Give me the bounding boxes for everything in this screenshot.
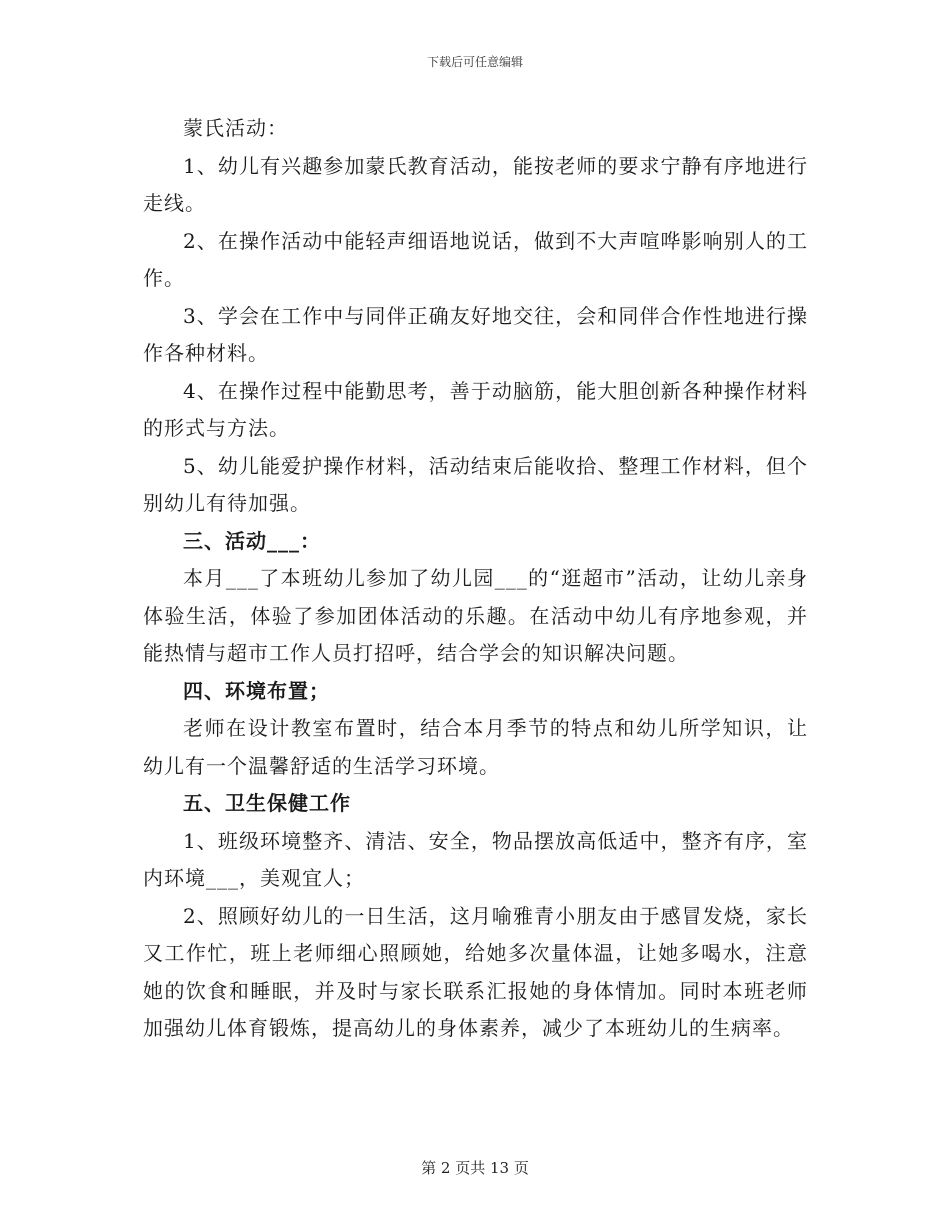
section-heading-environment: 四、环境布置； [183, 678, 330, 703]
section-heading-health: 五、卫生保健工作 [183, 791, 351, 815]
paragraph-montessori-1: 1、幼儿有兴趣参加蒙氏教育活动，能按老师的要求宁静有序地进行走线。 [143, 153, 808, 215]
paragraph-montessori-5: 5、幼儿能爱护操作材料，活动结束后能收拾、整理工作材料，但个别幼儿有待加强。 [143, 453, 808, 515]
paragraph-montessori-title: 蒙氏活动： [183, 116, 288, 140]
paragraph-montessori-2: 2、在操作活动中能轻声细语地说话，做到不大声喧哗影响别人的工作。 [143, 228, 808, 290]
paragraph-activity: 本月___了本班幼儿参加了幼儿园___的“逛超市”活动，让幼儿亲身体验生活，体验了参加团体活动的乐趣。在活动中幼儿有序地参观，并能热情与超市工作人员打招呼，结合学会的知识解决问题。 [143, 566, 808, 665]
section-heading-activity: 三、活动___： [183, 528, 321, 553]
paragraph-montessori-3: 3、学会在工作中与同伴正确友好地交往，会和同伴合作性地进行操作各种材料。 [143, 303, 808, 365]
paragraph-environment: 老师在设计教室布置时，结合本月季节的特点和幼儿所学知识，让幼儿有一个温馨舒适的生活学习环境。 [143, 716, 808, 778]
paragraph-health-1: 1、班级环境整齐、清洁、安全，物品摆放高低适中，整齐有序，室内环境___，美观宜人； [143, 828, 808, 890]
paragraph-health-2: 2、照顾好幼儿的一日生活，这月喻雅青小朋友由于感冒发烧，家长又工作忙，班上老师细心照顾她，给她多次量体温，让她多喝水，注意她的饮食和睡眠，并及时与家长联系汇报她的身体情加。同时本班老师加强幼儿体育锻炼，提高幼儿的身体素养，减少了本班幼儿的生病率。 [143, 903, 808, 1040]
paragraph-montessori-4: 4、在操作过程中能勤思考，善于动脑筋，能大胆创新各种操作材料的形式与方法。 [143, 378, 808, 440]
page-footer: 第 2 页共 13 页 [421, 1159, 529, 1177]
page-header: 下载后可任意编辑 [426, 55, 523, 69]
document-body [143, 110, 808, 1048]
